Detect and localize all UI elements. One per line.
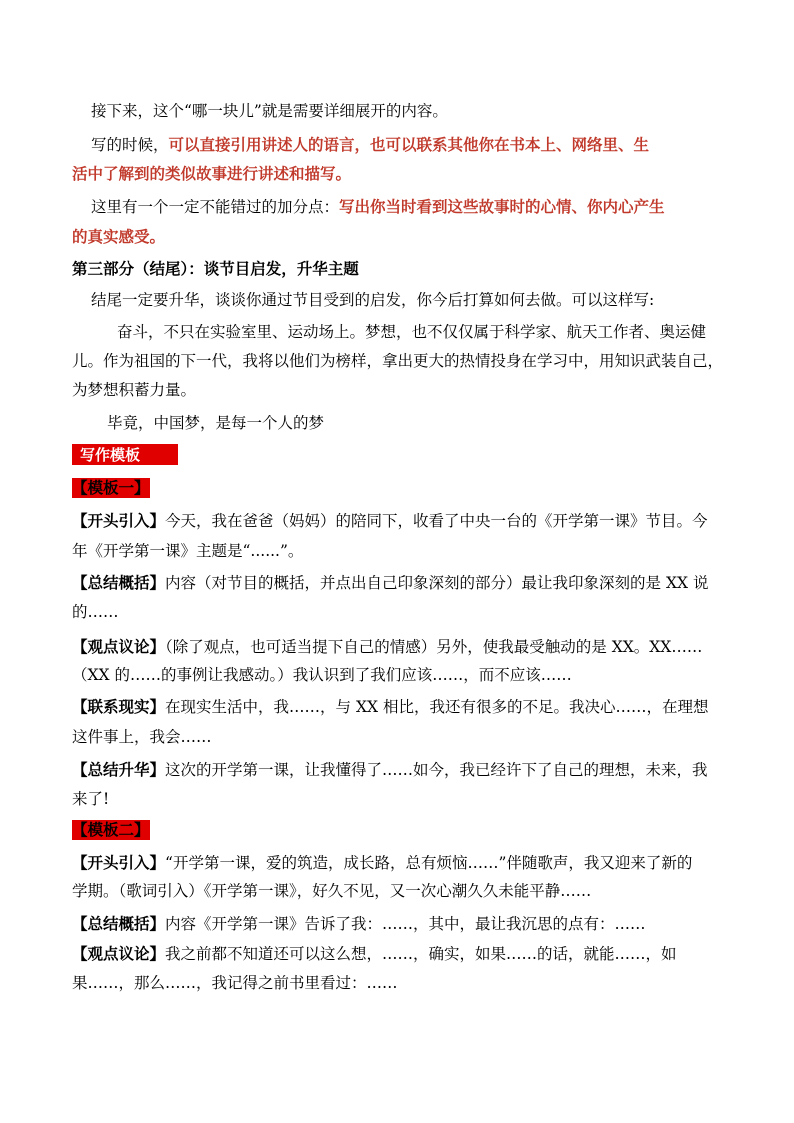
template1-item-5-line2: 来了!: [72, 790, 110, 808]
section-banner: [72, 444, 178, 465]
template1-item-2-line1: [72, 573, 708, 593]
template1-item-1-line2: 年《开学第一课》主题是“......”。: [72, 542, 304, 560]
template2-item-3-line2: 果……，那么……，我记得之前书里看过：……: [72, 974, 398, 992]
paragraph-ending: 结尾一定要升华，谈谈你通过节目受到的启发，你今后打算如何去做。可以这样写:: [91, 291, 655, 309]
paragraph-writing-tip-line1: [91, 135, 649, 155]
template1-item-3-line1: [72, 637, 702, 657]
item-tag: 【观点议论】: [72, 944, 166, 963]
banner-label: 写作模板: [80, 446, 141, 464]
template1-item-4-line1: [72, 697, 708, 717]
paragraph-writing-tip-line2: 活中了解到的类似故事进行讲述和描写。: [72, 164, 352, 183]
item-text: 内容《开学第一课》告诉了我：……，其中，最让我沉思的点有：……: [165, 915, 646, 933]
paragraph-lead: 这里有一个一定不能错过的加分点：: [91, 198, 340, 216]
template2-item-1-line1: [72, 853, 692, 873]
item-tag: 【开头引入】: [72, 853, 166, 872]
template1-item-4-line2: 这件事上，我会……: [72, 728, 212, 746]
item-tag: 【开头引入】: [72, 511, 166, 530]
item-text: （除了观点，也可适当提下自己的情感）另外，使我最受触动的是 XX。XX……: [165, 638, 703, 656]
sample-line-2: 儿。作为祖国的下一代，我将以他们为榜样，拿出更大的热情投身在学习中，用知识武装自己，: [72, 352, 724, 370]
template2-item-1-line2: 学期。（歌词引入）《开学第一课》，好久不见，又一次心潮久久未能平静……: [72, 882, 592, 900]
item-tag: 【总结概括】: [72, 914, 166, 933]
sample-line-3: 为梦想积蓄力量。: [72, 381, 197, 399]
highlight-text: 写出你当时看到这些故事时的心情、你内心产生: [339, 197, 665, 216]
template1-item-5-line1: [72, 760, 708, 780]
item-tag: 【总结概括】: [72, 573, 166, 592]
template1-item-1-line1: [72, 511, 708, 531]
paragraph-lead: 写的时候，: [91, 136, 169, 154]
item-tag: 【总结升华】: [72, 760, 166, 779]
item-tag: 【联系现实】: [72, 697, 166, 716]
item-tag: 【观点议论】: [72, 637, 166, 656]
item-text: 我之前都不知道还可以这么想，……，确实，如果……的话，就能……，如: [165, 945, 677, 963]
sample-line-1: 奋斗，不只在实验室里、运动场上。梦想，也不仅仅属于科学家、航天工作者、奥运健: [117, 323, 707, 341]
paragraph-closing: 毕竟，中国梦，是每一个人的梦: [107, 414, 325, 432]
template2-item-2-line1: [72, 914, 646, 934]
item-text: 内容（对节目的概括，并点出自己印象深刻的部分）最让我印象深刻的是 XX 说: [165, 574, 709, 592]
template2-item-3-line1: [72, 944, 677, 964]
paragraph-intro: 接下来，这个“哪一块儿”就是需要详细展开的内容。: [91, 102, 448, 120]
item-text: “开学第一课，爱的筑造，成长路，总有烦恼……”伴随歌声，我又迎来了新的: [165, 854, 693, 872]
template1-item-2-line2: 的……: [72, 603, 119, 621]
template1-title: 【模板一】: [72, 478, 150, 497]
template2-title: 【模板二】: [72, 820, 150, 839]
item-text: 这次的开学第一课，让我懂得了……如今，我已经许下了自己的理想，未来，我: [165, 761, 708, 779]
section-heading: 第三部分（结尾）：谈节目启发，升华主题: [72, 259, 359, 278]
paragraph-bonus-line2: 的真实感受。: [72, 227, 166, 246]
template1-item-3-line2: （XX 的……的事例让我感动。）我认识到了我们应该……，而不应该……: [72, 666, 572, 684]
item-text: 在现实生活中，我……，与 XX 相比，我还有很多的不足。我决心……，在理想: [165, 698, 709, 716]
paragraph-bonus-line1: [91, 197, 665, 217]
highlight-text: 可以直接引用讲述人的语言，也可以联系其他你在书本上、网络里、生: [168, 135, 650, 154]
item-text: 今天，我在爸爸（妈妈）的陪同下，收看了中央一台的《开学第一课》节目。今: [165, 512, 708, 530]
